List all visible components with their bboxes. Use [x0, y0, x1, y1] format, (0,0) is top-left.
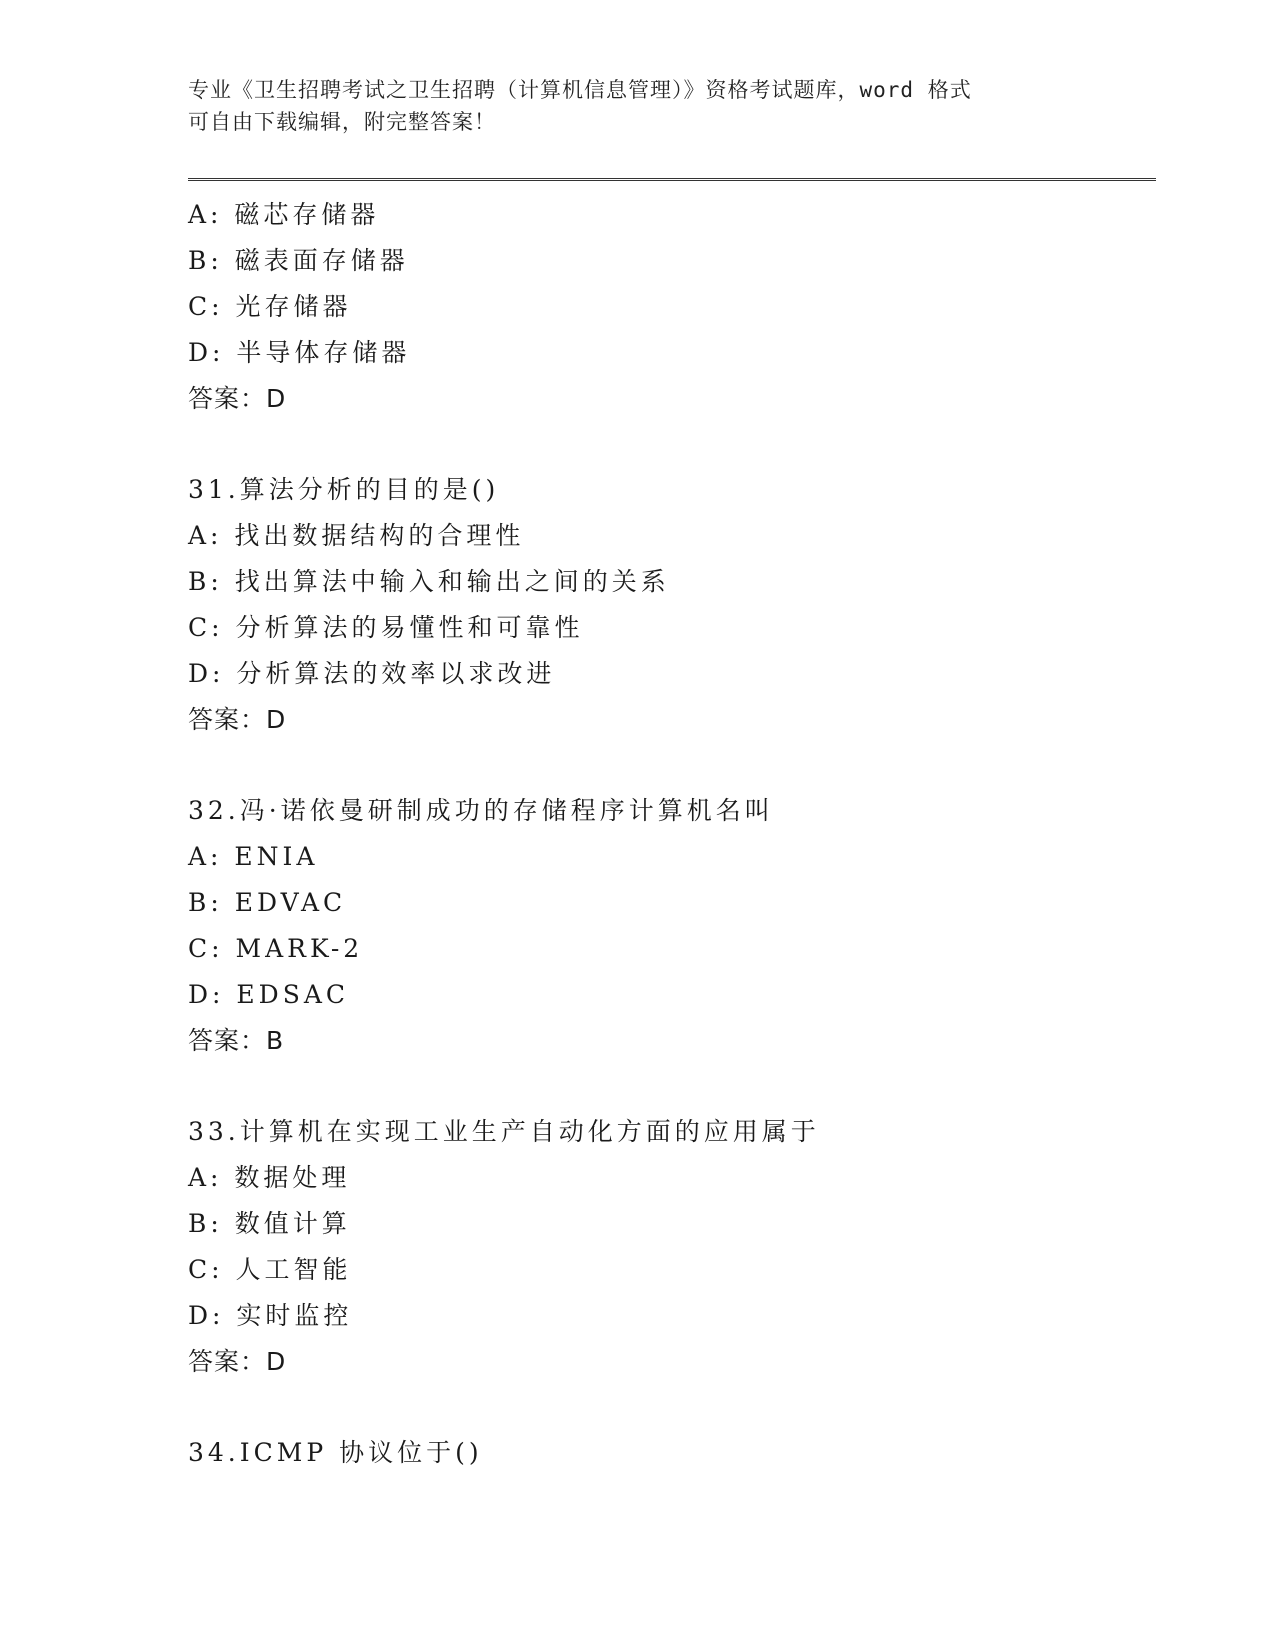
- header-double-rule: [188, 178, 1156, 181]
- answer: 答案：D: [188, 1347, 287, 1376]
- option-c: C: 分析算法的易懂性和可靠性: [188, 613, 584, 642]
- option-a: A: 磁芯存储器: [188, 200, 380, 229]
- answer: 答案：D: [188, 384, 287, 413]
- option-c: C: MARK-2: [188, 934, 364, 963]
- question-30-continued: [188, 192, 1148, 422]
- spacer: [188, 422, 1148, 467]
- question-list: [188, 192, 1148, 1476]
- option-b: B: EDVAC: [188, 888, 347, 917]
- option-b: B: 找出算法中输入和输出之间的关系: [188, 567, 670, 596]
- question-text: 33.计算机在实现工业生产自动化方面的应用属于: [188, 1117, 820, 1146]
- option-d: D: 半导体存储器: [188, 338, 411, 367]
- option-d: D: EDSAC: [188, 980, 350, 1009]
- header-line-2: 可自由下载编辑，附完整答案！: [188, 110, 496, 134]
- answer: 答案：B: [188, 1026, 285, 1055]
- header-line-1: 专业《卫生招聘考试之卫生招聘（计算机信息管理）》资格考试题库，word 格式: [188, 78, 972, 102]
- question-31: [188, 467, 1148, 743]
- page-header: [188, 74, 1088, 138]
- question-text: 34.ICMP 协议位于(): [188, 1438, 483, 1467]
- question-text: 32.冯·诺依曼研制成功的存储程序计算机名叫: [188, 796, 774, 825]
- question-34: [188, 1430, 1148, 1476]
- question-32: [188, 788, 1148, 1064]
- answer: 答案：D: [188, 705, 287, 734]
- spacer: [188, 1064, 1148, 1109]
- question-text: 31.算法分析的目的是(): [188, 475, 500, 504]
- option-c: C: 人工智能: [188, 1255, 352, 1284]
- question-33: [188, 1109, 1148, 1385]
- option-a: A: ENIA: [188, 842, 319, 871]
- option-a: A: 找出数据结构的合理性: [188, 521, 525, 550]
- spacer: [188, 743, 1148, 788]
- option-d: D: 分析算法的效率以求改进: [188, 659, 556, 688]
- spacer: [188, 1385, 1148, 1430]
- option-a: A: 数据处理: [188, 1163, 351, 1192]
- option-d: D: 实时监控: [188, 1301, 353, 1330]
- option-b: B: 数值计算: [188, 1209, 351, 1238]
- option-c: C: 光存储器: [188, 292, 352, 321]
- option-b: B: 磁表面存储器: [188, 246, 409, 275]
